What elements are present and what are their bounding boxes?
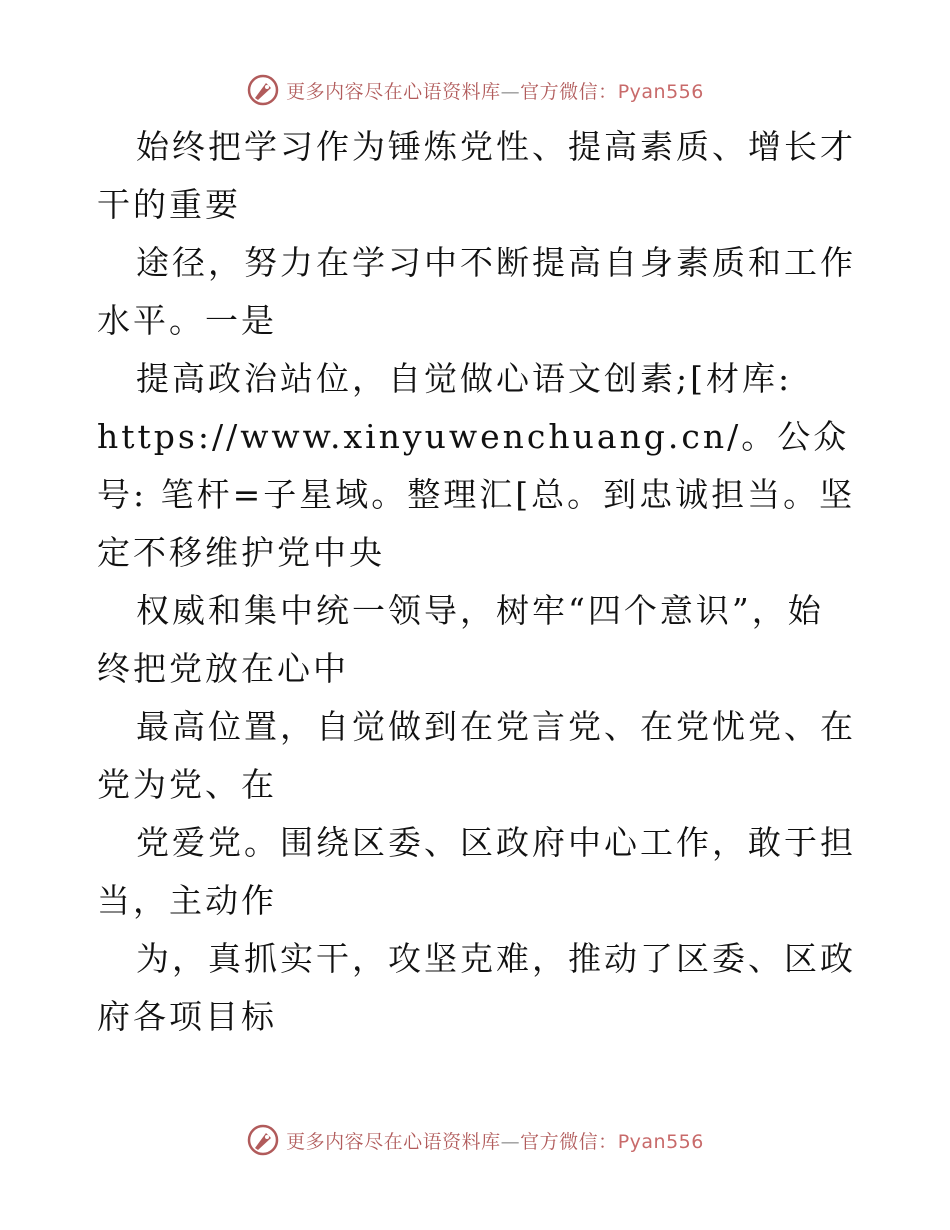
paragraph-8: 为，真抓实干，攻坚克难，推动了区委、区政府各项目标: [97, 939, 856, 1036]
watermark-separator: —: [500, 1130, 521, 1153]
watermark-brand: 更多内容尽在心语资料库: [286, 1130, 501, 1153]
watermark-text: [286, 77, 704, 104]
pen-nib-logo-icon: [246, 1123, 280, 1157]
pen-nib-logo-icon: [246, 73, 280, 107]
paragraph-4: https://www.xinyuwenchuang.cn/。公众号: 笔杆=子星域。整理汇[总。到忠诚担当。坚定不移维护党中央: [97, 417, 856, 572]
footer-watermark: [0, 1120, 950, 1160]
paragraph-6: 最高位置，自觉做到在党言党、在党忧党、在党为党、在: [97, 707, 856, 804]
paragraph-3: 提高政治站位，自觉做心语文创素;[材库:: [136, 359, 793, 398]
watermark-brand: 更多内容尽在心语资料库: [286, 80, 501, 103]
paragraph-1: 始终把学习作为锤炼党性、提高素质、增长才干的重要: [97, 127, 856, 224]
watermark-contact-label: 官方微信：: [520, 80, 618, 103]
watermark-contact-label: 官方微信：: [520, 1130, 618, 1153]
watermark-contact-handle: Pyan556: [617, 80, 704, 103]
watermark-text: [286, 1127, 704, 1154]
paragraph-2: 途径，努力在学习中不断提高自身素质和工作水平。一是: [97, 243, 856, 340]
watermark-separator: —: [500, 80, 521, 103]
watermark-contact-handle: Pyan556: [617, 1130, 704, 1153]
header-watermark: [0, 70, 950, 110]
document-body: [97, 118, 857, 1046]
paragraph-5: 权威和集中统一领导，树牢“四个意识”，始终把党放在心中: [97, 591, 824, 688]
paragraph-7: 党爱党。围绕区委、区政府中心工作，敢于担当，主动作: [97, 823, 856, 920]
